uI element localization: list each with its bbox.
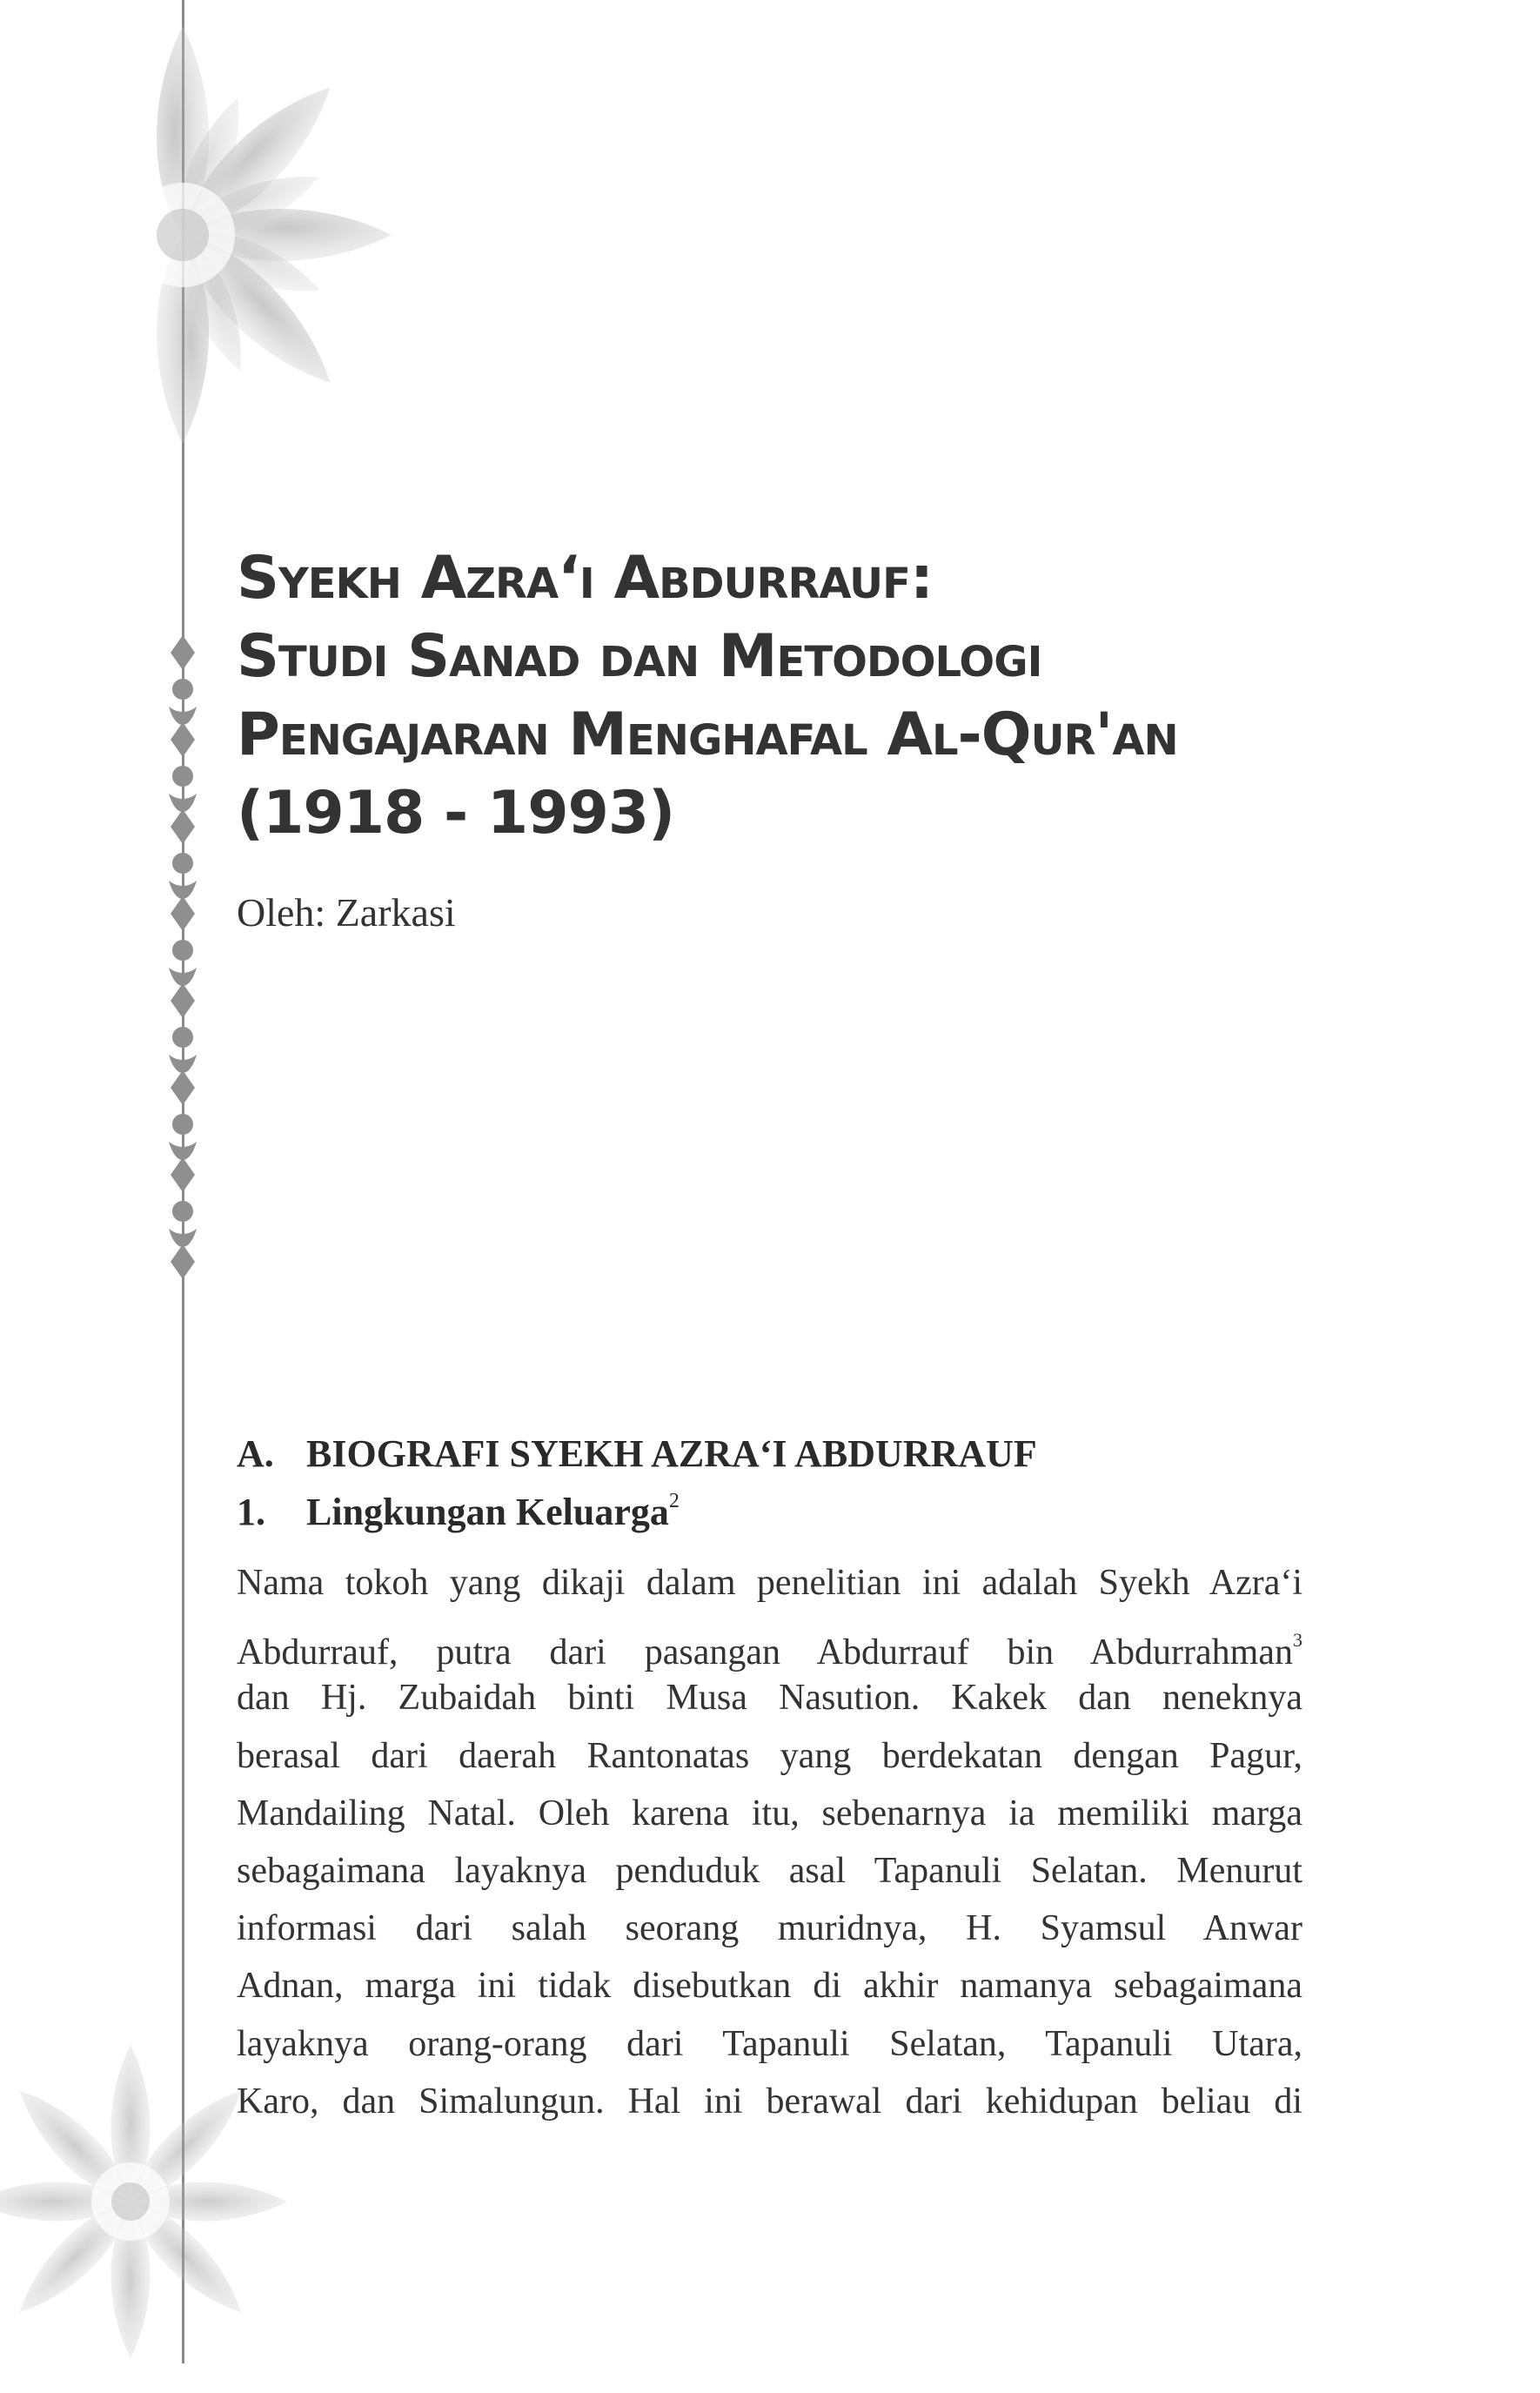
paragraph-line: dan Hj. Zubaidah binti Musa Nasution. Kakek dan neneknya: [237, 1678, 1302, 1719]
floral-ornament-top-icon: [131, 0, 496, 505]
chapter-title-line: Studi Sanad dan Metodologi: [237, 622, 1042, 691]
chapter-title: [237, 540, 1368, 853]
section-number: A.: [237, 1432, 274, 1475]
paragraph-line: [237, 1612, 1302, 1673]
subsection-heading: [237, 1490, 680, 1534]
paragraph-line: Karo, dan Simalungun. Hal ini berawal dari kehidupan beliau di: [237, 2081, 1302, 2122]
chapter-title-line: Syekh Azra‘i Abdurrauf:: [237, 544, 934, 613]
paragraph-line: Mandailing Natal. Oleh karena itu, sebenarnya ia memiliki marga: [237, 1793, 1302, 1833]
author-byline: Oleh: Zarkasi: [237, 890, 456, 935]
paragraph-line: Nama tokoh yang dikaji dalam penelitian ini adalah Syekh Azra‘i: [237, 1563, 1302, 1603]
paragraph-line-text: Abdurrauf, putra dari pasangan Abdurrauf bin Abdurrahman: [237, 1632, 1293, 1673]
section-heading: [237, 1431, 1037, 1476]
paragraph-line: Adnan, marga ini tidak disebutkan di akhir namanya sebagaimana: [237, 1966, 1302, 2007]
subsection-title: Lingkungan Keluarga: [306, 1491, 669, 1533]
chapter-title-line: Pengajaran Menghafal Al-Qur'an: [237, 700, 1178, 769]
footnote-ref[interactable]: 2: [668, 1490, 680, 1512]
border-chain-ornament-icon: [157, 635, 209, 1297]
paragraph-line: informasi dari salah seorang muridnya, H. Syamsul Anwar: [237, 1908, 1302, 1949]
body-paragraph: [237, 1554, 1302, 2130]
paragraph-line: layaknya orang-orang dari Tapanuli Selatan, Tapanuli Utara,: [237, 2023, 1302, 2064]
chapter-title-line: (1918 - 1993): [237, 779, 675, 848]
paragraph-line: berasal dari daerah Rantonatas yang berdekatan dengan Pagur,: [237, 1735, 1302, 1776]
paragraph-line: sebagaimana layaknya penduduk asal Tapanuli Selatan. Menurut: [237, 1850, 1302, 1891]
footnote-ref[interactable]: 3: [1293, 1629, 1302, 1652]
section-title: BIOGRAFI SYEKH AZRA‘I ABDURRAUF: [306, 1432, 1037, 1475]
subsection-number: 1.: [237, 1491, 265, 1533]
